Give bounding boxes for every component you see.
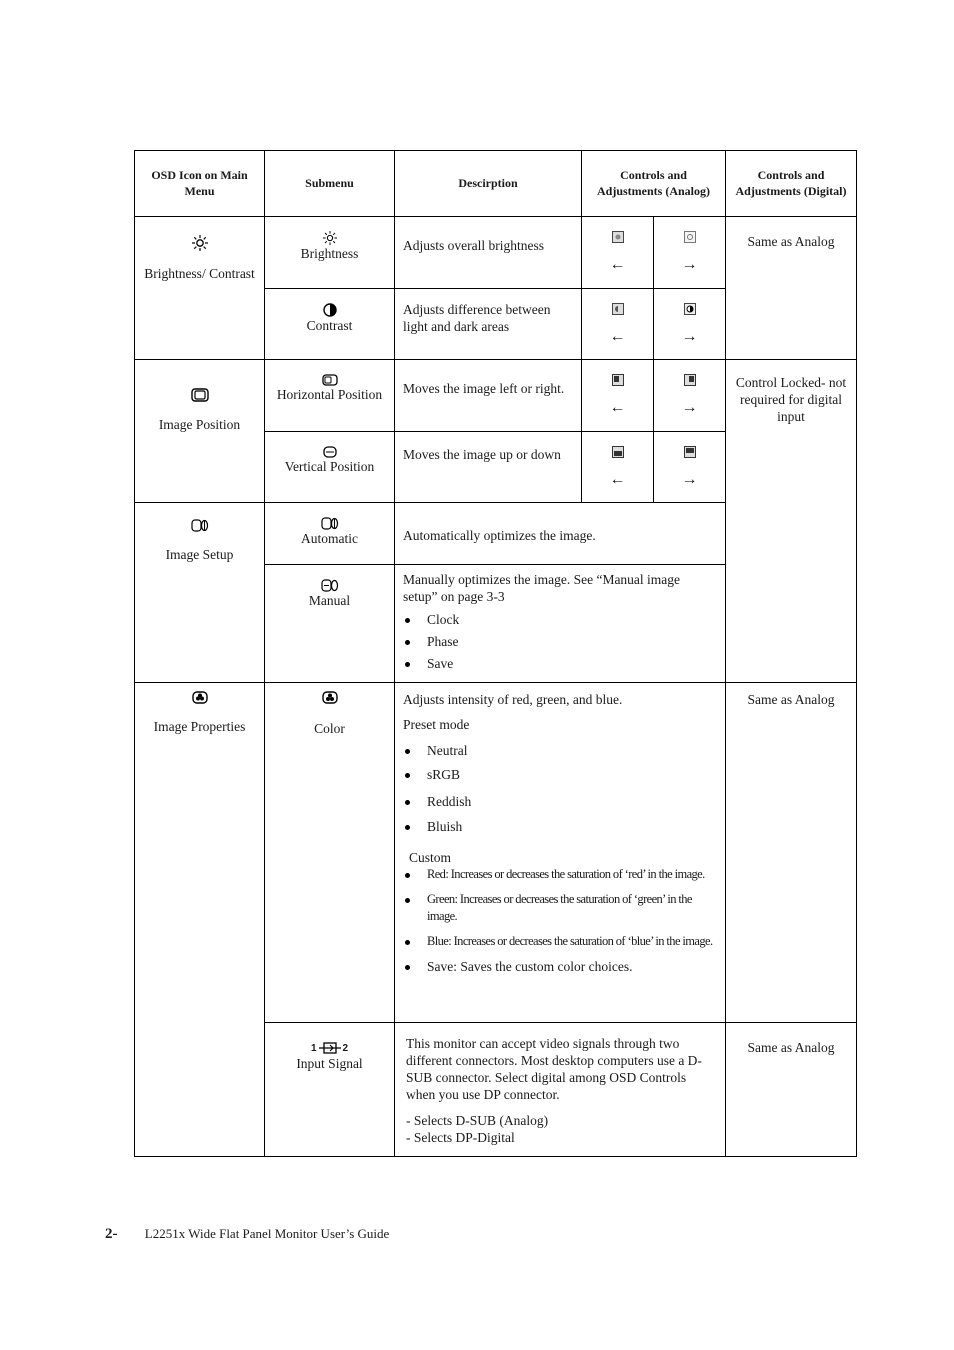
input-option-dsub: - Selects D-SUB (Analog)	[406, 1113, 549, 1128]
input-option-dp: - Selects DP-Digital	[406, 1130, 515, 1145]
page-footer	[105, 1226, 389, 1243]
list-item: Save	[403, 655, 717, 672]
contrast-up-icon	[684, 303, 696, 315]
swap-icon	[319, 1042, 341, 1054]
vertical-position-icon	[323, 446, 337, 458]
right-arrow-icon: →	[681, 471, 698, 488]
horizontal-position-icon	[322, 374, 338, 386]
manual-options-list	[403, 611, 717, 672]
list-item: Green: Increases or decreases the saturation of ‘green’ in the image.	[403, 891, 717, 925]
right-arrow-icon: →	[681, 328, 698, 345]
table-row	[135, 217, 857, 289]
analog-control-increase	[654, 360, 726, 432]
brightness-up-icon	[684, 231, 696, 243]
osd-label: Image Position	[158, 417, 241, 432]
table-header-row	[135, 151, 857, 217]
list-item: Clock	[403, 611, 717, 628]
description-manual	[395, 565, 726, 683]
submenu-label: Color	[314, 721, 345, 736]
submenu-label: Horizontal Position	[276, 387, 383, 402]
osd-brightness-contrast	[135, 217, 265, 360]
brightness-down-icon	[612, 231, 624, 243]
description-automatic: Automatically optimizes the image.	[395, 503, 726, 565]
table-row	[135, 683, 857, 1023]
table-row	[135, 360, 857, 432]
image-setup-icon	[191, 519, 209, 532]
description-horizontal-position: Moves the image left or right.	[395, 360, 582, 432]
osd-label: Image Properties	[153, 719, 246, 734]
sun-icon	[192, 235, 208, 251]
left-arrow-icon: ←	[609, 328, 626, 345]
left-arrow-icon: ←	[609, 471, 626, 488]
submenu-automatic	[265, 503, 395, 565]
analog-control-decrease	[582, 432, 654, 503]
analog-control-decrease	[582, 360, 654, 432]
list-item: Red: Increases or decreases the saturation of ‘red’ in the image.	[403, 866, 717, 883]
osd-label: Image Setup	[165, 547, 234, 562]
submenu-label: Manual	[308, 593, 351, 608]
header-osd-icon: OSD Icon on Main Menu	[135, 151, 265, 217]
submenu-color	[265, 683, 395, 1023]
custom-list	[403, 866, 717, 975]
submenu-label: Input Signal	[296, 1056, 363, 1071]
color-description: Adjusts intensity of red, green, and blue.	[403, 692, 623, 707]
move-up-icon	[684, 446, 696, 458]
osd-controls-table	[134, 150, 857, 1157]
move-right-icon	[684, 374, 696, 386]
analog-control-decrease	[582, 217, 654, 289]
submenu-manual	[265, 565, 395, 683]
submenu-label: Vertical Position	[284, 459, 375, 474]
input-1-label: 1	[310, 1042, 317, 1054]
image-properties-icon	[192, 691, 208, 704]
header-digital: Controls and Adjustments (Digital)	[726, 151, 857, 217]
submenu-vertical-position	[265, 432, 395, 503]
right-arrow-icon: →	[681, 399, 698, 416]
list-item: Blue: Increases or decreases the saturation of ‘blue’ in the image.	[403, 933, 717, 950]
description-brightness: Adjusts overall brightness	[395, 217, 582, 289]
description-vertical-position: Moves the image up or down	[395, 432, 582, 503]
submenu-input-signal	[265, 1023, 395, 1157]
submenu-label: Contrast	[306, 318, 353, 333]
description-contrast: Adjusts difference between light and dark areas	[395, 289, 582, 360]
osd-image-setup	[135, 503, 265, 683]
list-item: sRGB	[403, 766, 717, 783]
analog-control-increase	[654, 289, 726, 360]
document-title: L2251x Wide Flat Panel Monitor User’s Guide	[144, 1226, 390, 1241]
input-2-label: 2	[342, 1042, 349, 1054]
input-description: This monitor can accept video signals through two different connectors. Most desktop computers use a D-SUB connector. Select digital among OSD Controls when you use DP connector.	[406, 1036, 702, 1102]
osd-image-properties	[135, 683, 265, 1157]
right-arrow-icon: →	[681, 256, 698, 273]
osd-label: Brightness/ Contrast	[144, 266, 255, 281]
submenu-label: Automatic	[301, 531, 358, 546]
digital-input-signal: Same as Analog	[726, 1023, 857, 1157]
analog-control-increase	[654, 217, 726, 289]
page-number: 2-	[105, 1226, 118, 1242]
automatic-setup-icon	[321, 517, 339, 530]
submenu-contrast	[265, 289, 395, 360]
input-signal-icon	[265, 1041, 394, 1055]
list-item: Neutral	[403, 742, 717, 759]
list-item: Bluish	[403, 818, 717, 835]
image-position-icon	[191, 388, 209, 402]
list-item: Save: Saves the custom color choices.	[403, 958, 717, 975]
move-left-icon	[612, 374, 624, 386]
header-submenu: Submenu	[265, 151, 395, 217]
contrast-icon	[323, 303, 337, 317]
preset-mode-heading: Preset mode	[403, 717, 470, 732]
color-icon	[322, 691, 338, 704]
digital-brightness-contrast: Same as Analog	[726, 217, 857, 360]
preset-mode-list	[403, 742, 717, 835]
header-description: Descirption	[395, 151, 582, 217]
left-arrow-icon: ←	[609, 256, 626, 273]
header-analog: Controls and Adjustments (Analog)	[582, 151, 726, 217]
contrast-down-icon	[612, 303, 624, 315]
manual-setup-icon	[321, 579, 339, 592]
list-item: Reddish	[403, 793, 717, 810]
submenu-brightness	[265, 217, 395, 289]
submenu-label: Brightness	[300, 246, 359, 261]
osd-image-position	[135, 360, 265, 503]
analog-control-increase	[654, 432, 726, 503]
digital-color: Same as Analog	[726, 683, 857, 1023]
custom-heading: Custom	[409, 850, 452, 865]
digital-image-position: Control Locked- not required for digital input	[726, 360, 857, 683]
submenu-horizontal-position	[265, 360, 395, 432]
list-item: Phase	[403, 633, 717, 650]
analog-control-decrease	[582, 289, 654, 360]
brightness-icon	[323, 231, 337, 245]
description-input-signal	[395, 1023, 726, 1157]
left-arrow-icon: ←	[609, 399, 626, 416]
move-down-icon	[612, 446, 624, 458]
description-color	[395, 683, 726, 1023]
manual-description: Manually optimizes the image. See “Manual image setup” on page 3-3	[403, 572, 681, 604]
